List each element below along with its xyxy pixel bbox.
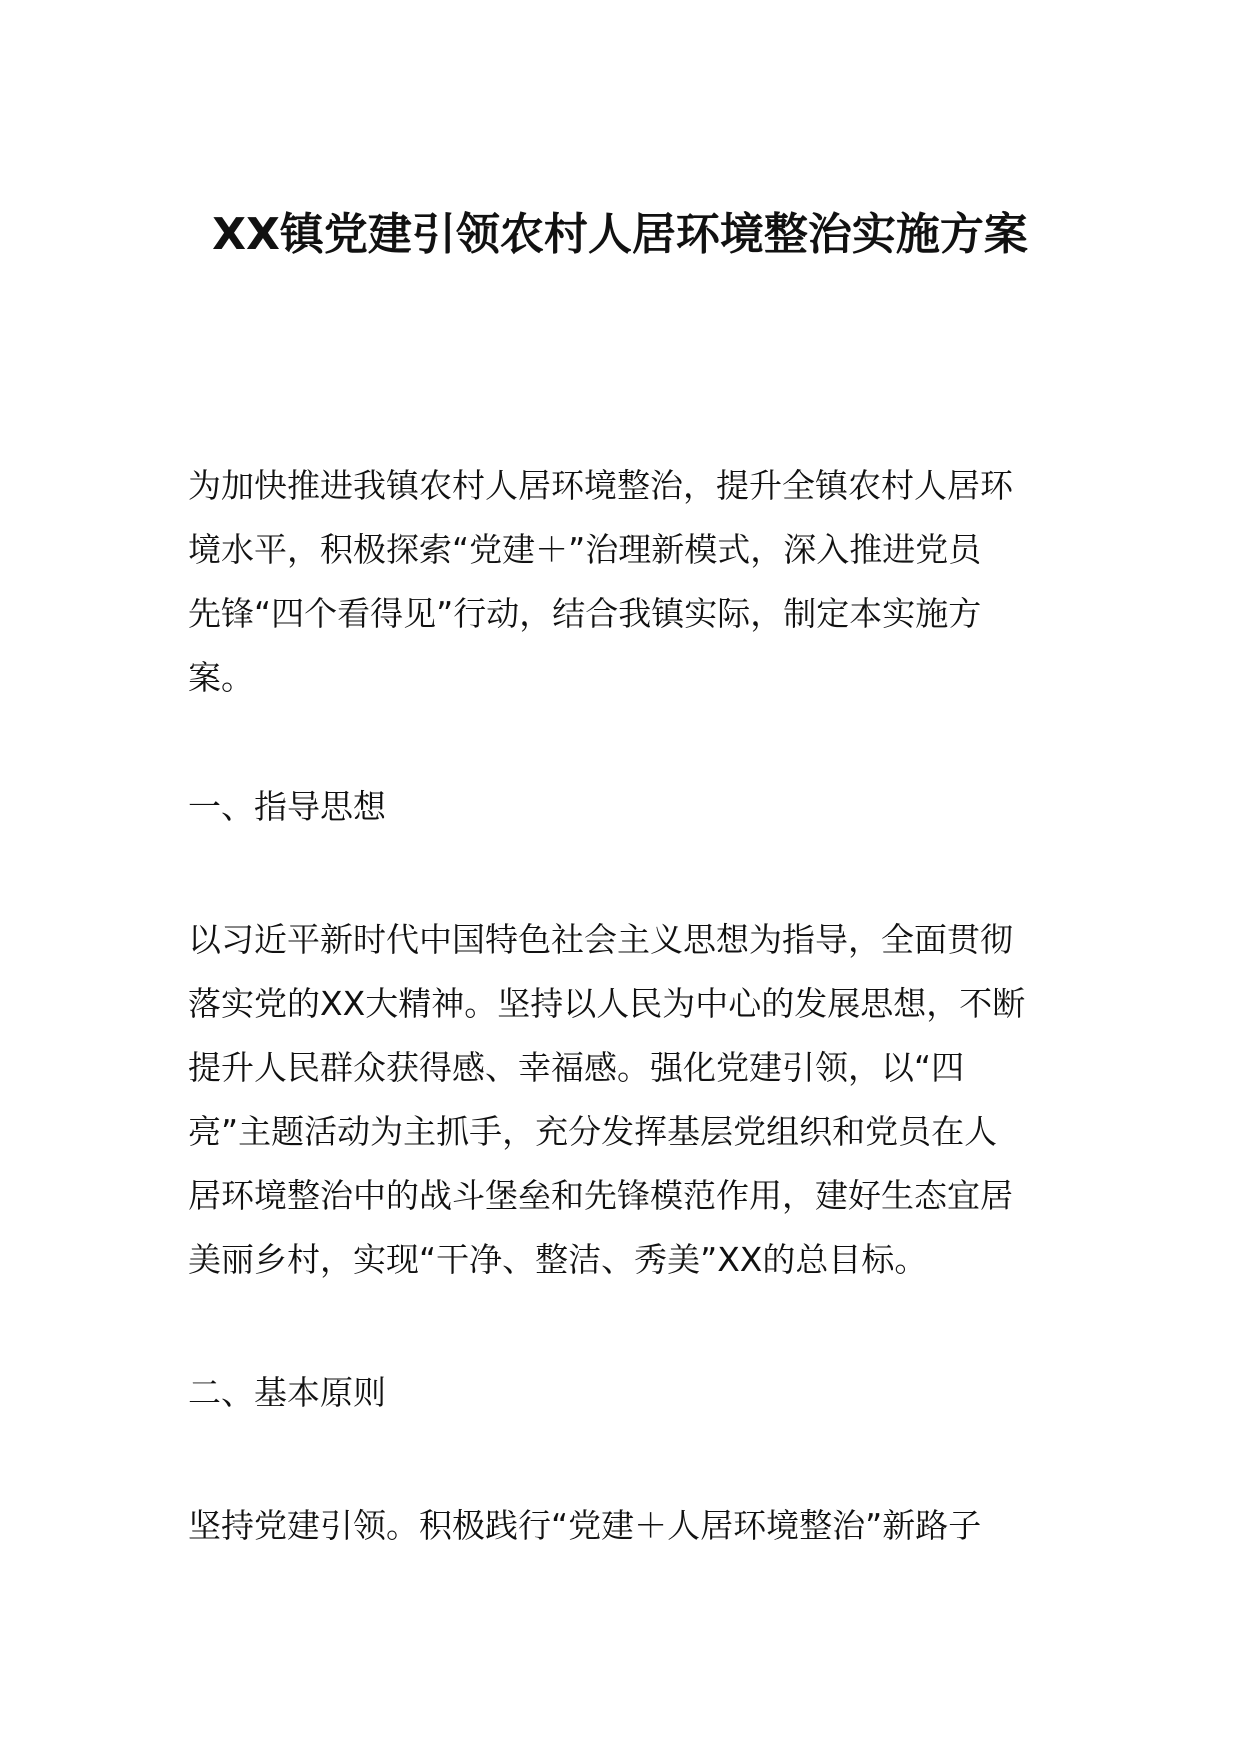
paragraph-line: 为加快推进我镇农村人居环境整治，提升全镇农村人居环 [188,466,1013,505]
section-heading-basic-principles [188,1361,1058,1425]
paragraph-line: 以习近平新时代中国特色社会主义思想为指导，全面贯彻 [188,920,1013,959]
paragraph-line: 落实党的XX大精神。坚持以人民为中心的发展思想，不断 [188,984,1026,1023]
paragraph-line: 居环境整治中的战斗堡垒和先锋模范作用，建好生态宜居 [188,1176,1013,1215]
paragraph-line: 先锋“四个看得见”行动，结合我镇实际，制定本实施方 [188,594,982,633]
basic-principles-paragraph [188,1494,1058,1558]
section-heading-text: 二、基本原则 [188,1373,386,1412]
paragraph-line: 美丽乡村，实现“干净、整洁、秀美”XX的总目标。 [188,1240,928,1279]
guiding-thought-paragraph [188,908,1058,1292]
paragraph-line: 坚持党建引领。积极践行“党建＋人居环境整治”新路子 [188,1506,982,1545]
section-heading-text: 一、指导思想 [188,787,386,826]
paragraph-line: 案。 [188,658,254,697]
paragraph-line: 提升人民群众获得感、幸福感。强化党建引领，以“四 [188,1048,965,1087]
document-title: XX镇党建引领农村人居环境整治实施方案 [212,209,1028,260]
paragraph-line: 亮”主题活动为主抓手，充分发挥基层党组织和党员在人 [188,1112,998,1151]
paragraph-line: 境水平，积极探索“党建＋”治理新模式，深入推进党员 [188,530,982,569]
intro-paragraph [188,454,1058,710]
section-heading-guiding-thought [188,775,1058,839]
